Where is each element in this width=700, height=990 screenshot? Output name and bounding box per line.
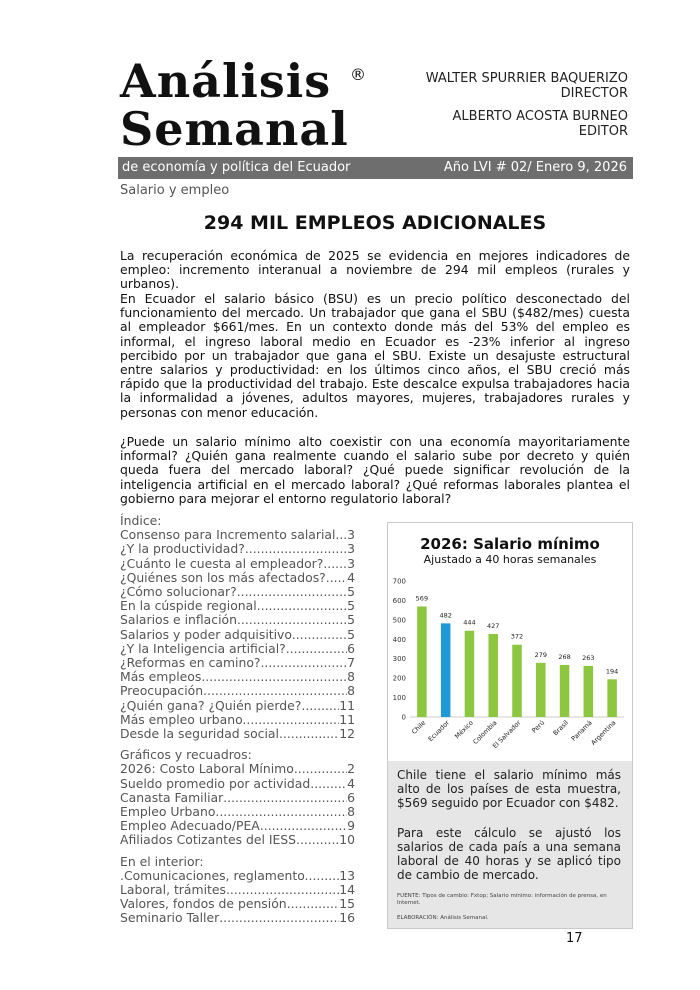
page-title: 294 MIL EMPLEOS ADICIONALES [203,212,547,234]
data-label: 482 [439,611,452,620]
paragraph-3: ¿Puede un salario mínimo alto coexistir con una economía mayoritariamente informal? ¿Quién gana realmente cuando el salario sube por decreto y quién queda fuera del mercado laboral? ¿Qué puede significar revolución de la inteligencia artificial en el mercado laboral? ¿Qué reformas laborales plantea el gobierno para mejorar el entorno regulatorio laboral? [120,434,630,506]
bar-chile [417,606,427,717]
toc-item-page: 3 [347,555,355,571]
dot-leader [296,628,347,642]
dot-leader [286,642,347,656]
graph-item-title: Canasta Familiar [120,789,224,805]
toc-item [120,613,355,627]
toc-item [120,585,355,599]
toc-item [120,599,355,613]
toc-item-title: Preocupación. [120,683,208,699]
toc-item [120,713,355,727]
toc-item-title: ¿Reformas en camino? [120,655,261,671]
dot-leader [237,585,347,599]
y-tick-label: 600 [392,596,406,605]
bar-colombia [488,634,498,717]
dot-leader [207,684,347,698]
interior-item-title: Laboral, trámites. [120,882,230,898]
interior-item-page: 16 [339,910,355,926]
graph-item-page: 9 [347,818,355,834]
dot-leader [309,869,340,883]
toc-item [120,684,355,698]
toc-item-title: Salarios y poder adquisitivo. [120,626,296,642]
graphs-heading: Gráficos y recuadros: [120,747,252,763]
dot-leader [301,699,339,713]
toc-item-title: ¿Quiénes son los más afectados? [120,569,326,585]
chart-source: FUENTE: Tipos de cambio: Fxtop; Salario mínimo: información de prensa, en Internet. [397,893,607,906]
category-label: El Salvador [490,718,523,751]
toc-item-page: 5 [347,598,355,614]
y-tick-label: 700 [392,577,406,586]
graph-item [120,791,355,805]
category-label: Ecuador [426,718,452,744]
dot-leader [294,762,347,776]
toc-item-title: ¿Cuánto le cuesta al empleador? [120,555,324,571]
toc-item-page: 4 [347,569,355,585]
y-tick-label: 400 [392,635,406,644]
dot-leader [241,613,347,627]
editor-role: EDITOR [578,124,628,139]
chart-note-2: Para este cálculo se ajustó los salarios de cada país a una semana laboral de 40 horas y se aplicó tipo de cambio de mercado. [397,826,621,882]
graph-item-title: Empleo Adecuado/PEA [120,818,260,834]
category-label: Chile [410,718,428,736]
chart-elaboration: ELABORACIÓN: Análisis Semanal. [397,915,489,921]
toc-item-title: Salarios e inflación. [120,612,241,628]
interior-heading: En el interior: [120,853,204,869]
dot-leader [310,777,347,791]
graph-item [120,805,355,819]
data-label: 263 [582,653,595,662]
dot-leader [215,805,347,819]
minimum-wage-chart [388,570,632,760]
dot-leader [296,833,339,847]
graph-item-title: Empleo Urbano [120,804,216,820]
toc-item-page: 11 [339,697,355,713]
bar-argentina [607,679,617,717]
graph-item-page: 2 [347,761,355,777]
graph-item [120,819,355,833]
bar-brasil [560,665,570,717]
masthead-bar [118,157,633,179]
dot-leader [283,727,339,741]
interior-item [120,897,355,911]
toc-item [120,557,355,571]
toc-item [120,699,355,713]
chart-note-1: Chile tiene el salario mínimo más alto de los países de esta muestra, $569 seguido por Ecuador con $482. [397,768,621,810]
graph-item-page: 6 [347,789,355,805]
graph-item-page: 4 [347,775,355,791]
data-label: 194 [605,667,619,676]
data-label: 569 [415,594,429,603]
chart-subtitle: Ajustado a 40 horas semanales [423,553,597,566]
toc-item-page: 12 [339,726,355,742]
toc-item-page: 8 [347,683,355,699]
page-number: 17 [566,931,583,946]
y-tick-label: 500 [392,616,406,625]
graph-item-page: 8 [347,804,355,820]
toc-item-page: 5 [347,626,355,642]
toc-item [120,628,355,642]
category-label: Brasil [551,718,570,738]
toc-item-title: En la cúspide regional. [120,598,261,614]
y-tick-label: 300 [392,655,406,664]
toc-item-title: ¿Y la Inteligencia artificial? [120,640,286,656]
registered-mark: ® [350,65,366,84]
dot-leader [223,791,347,805]
toc-item-title: ¿Y la productividad?. [120,541,249,557]
table-of-contents [120,514,355,926]
toc-item [120,571,355,585]
dot-leader [230,883,339,897]
dot-leader [219,911,339,925]
y-tick-label: 100 [392,694,406,703]
toc-item-page: 11 [339,711,355,727]
interior-item-page: 14 [339,882,355,898]
graph-item-title: Sueldo promedio por actividad [120,775,311,791]
graph-item [120,833,355,847]
director-role: DIRECTOR [560,86,628,101]
graph-item [120,777,355,791]
dot-leader [260,819,347,833]
interior-item [120,911,355,925]
chart-title: 2026: Salario mínimo [420,535,600,553]
graph-item-title: 2026: Costo Laboral Mínimo [120,761,294,777]
toc-item-title: ¿Cómo solucionar? [120,584,237,600]
category-label: Colombia [471,718,499,747]
dot-leader [246,713,339,727]
bar-panamá [584,666,594,717]
paragraph-1: La recuperación económica de 2025 se evidencia en mejores indicadores de empleo: incremento interanual a noviembre de 294 mil empleos (rurales y urbanos). [120,248,630,292]
toc-item [120,542,355,556]
bar-méxico [465,631,475,717]
graph-item-page: 10 [339,832,355,848]
toc-item-page: 3 [347,527,355,543]
logo-line-1: Análisis [120,54,332,108]
toc-item-page: 8 [347,669,355,685]
interior-item [120,883,355,897]
editor-name: ALBERTO ACOSTA BURNEO [452,109,628,124]
section-label: Salario y empleo [120,183,230,198]
toc-item [120,528,355,542]
toc-item-title: ¿Quién gana? ¿Quién pierde? [120,697,302,713]
interior-item-title: Valores, fondos de pensión. [120,896,291,912]
toc-item-title: Más empleos. [120,669,206,685]
category-label: Panamá [569,718,594,743]
dot-leader [249,542,347,556]
interior-item [120,869,355,883]
category-label: Perú [530,718,547,735]
graph-item [120,762,355,776]
paragraph-2: En Ecuador el salario básico (BSU) es un precio político desconectado del funcionamiento del mercado. Un trabajador que gana el SBU ($482/mes) cuesta al empleador $661/mes. En un contexto donde más del 53% del empleo es informal, el ingreso laboral medio en Ecuador es -23% inferior al ingreso percibido por un trabajador que gana el SBU. Existe un desajuste estructural entre salarios y productividad: en los últimos cinco años, el SBU creció más rápido que la productividad del trabajo. Este descalce expulsa trabajadores hacia la informalidad a jóvenes, adultos mayores, mujeres, trabajadores rurales y personas con menor educación. [120,291,630,420]
y-tick-label: 0 [401,713,406,722]
category-label: Argentina [589,718,618,747]
logo-line-2: Semanal [120,102,349,156]
toc-item [120,656,355,670]
dot-leader [335,528,347,542]
bar-el-salvador [512,645,522,717]
interior-item-page: 15 [339,896,355,912]
director-name: WALTER SPURRIER BAQUERIZO [425,71,628,86]
toc-item-title: Consenso para Incremento salarial [120,527,336,543]
toc-item-page: 3 [347,541,355,557]
toc-item-title: Desde la seguridad social. [120,726,283,742]
toc-heading: Índice: [120,513,162,528]
interior-item-title: .Comunicaciones, reglamento. [120,867,309,883]
y-tick-label: 200 [392,674,406,683]
toc-item-page: 6 [347,640,355,656]
bar-ecuador [441,623,451,717]
toc-item-page: 5 [347,584,355,600]
dot-leader [261,599,347,613]
interior-item-title: Seminario Taller [120,910,220,926]
data-label: 444 [463,618,476,627]
data-label: 268 [558,652,571,661]
dot-leader [260,656,347,670]
data-label: 279 [534,650,547,659]
toc-item-title: Más empleo urbano. [120,711,247,727]
data-label: 372 [510,632,524,641]
dot-leader [326,571,347,585]
toc-item [120,727,355,741]
category-label: México [453,718,475,741]
interior-item-page: 13 [339,867,355,883]
graph-item-title: Afiliados Cotizantes del IESS [120,832,297,848]
dot-leader [205,670,347,684]
dot-leader [323,557,347,571]
toc-item-page: 5 [347,612,355,628]
issue-info: Año LVI # 02/ Enero 9, 2026 [443,160,627,175]
bar-perú [536,663,546,717]
dot-leader [291,897,340,911]
toc-item [120,642,355,656]
data-label: 427 [487,622,500,631]
tagline: de economía y política del Ecuador [122,160,351,175]
toc-item [120,670,355,684]
toc-item-page: 7 [347,655,355,671]
